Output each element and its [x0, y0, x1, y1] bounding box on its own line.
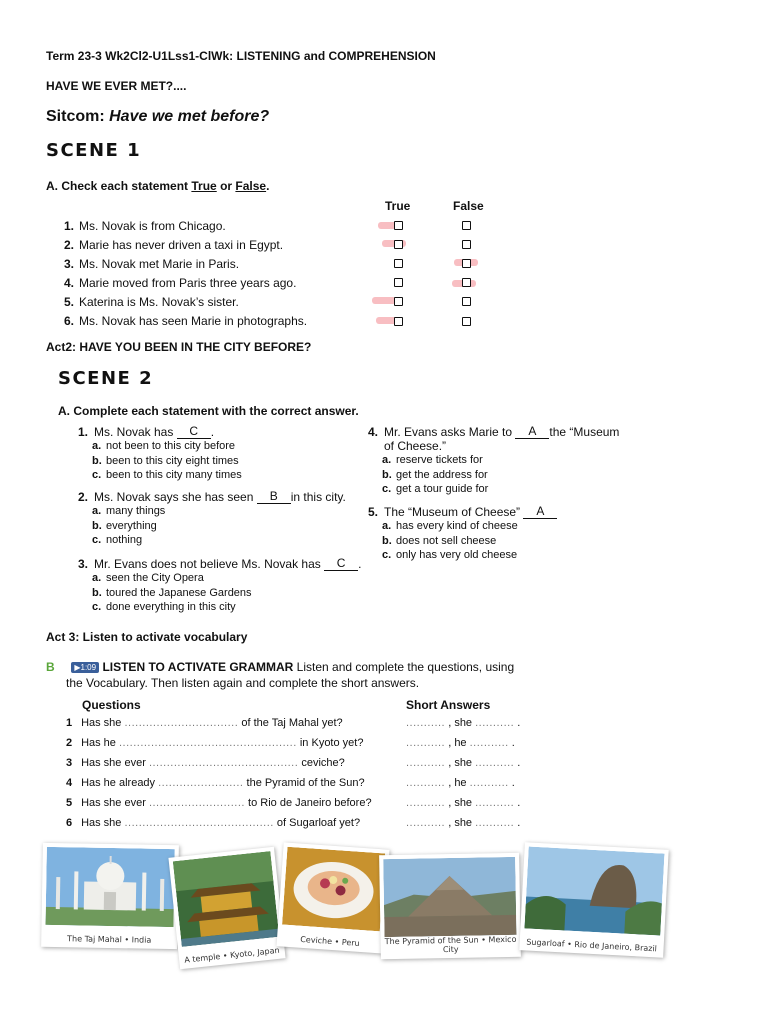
option-text: been to this city many times — [106, 469, 242, 482]
false-checkbox[interactable] — [462, 240, 471, 249]
scene2-title: SCENE 2 — [58, 368, 154, 389]
statement-number: 2. — [63, 237, 74, 252]
statement-text: Katerina is Ms. Novak’s sister. — [79, 294, 239, 309]
option-text: toured the Japanese Gardens — [106, 586, 252, 599]
scene2-instruction: A. Complete each statement with the correct answer. — [58, 404, 359, 418]
comma: , — [448, 777, 452, 789]
question-text: The “Museum of Cheese” — [384, 505, 521, 519]
short-answers-header: Short Answers — [406, 698, 491, 712]
answer-blank[interactable]: B — [257, 490, 291, 504]
question-end: the Pyramid of the Sun? — [246, 777, 365, 789]
option-c — [72, 600, 382, 615]
question-number: 5. — [367, 505, 378, 519]
true-checkbox[interactable] — [394, 221, 403, 230]
row-number: 1 — [66, 717, 73, 729]
question-end: ceviche? — [301, 757, 345, 769]
option-c — [72, 468, 372, 483]
option-letter: a. — [92, 505, 102, 518]
sitcom-prefix: Sitcom: — [46, 108, 105, 125]
photo-caption: Ceviche • Peru — [299, 934, 360, 948]
instruction-false: False — [235, 179, 267, 193]
option-letter: c. — [92, 469, 102, 482]
option-text: reserve tickets for — [396, 454, 483, 467]
statement-number: 5. — [63, 294, 74, 309]
pronoun: she — [454, 797, 473, 809]
instruction-end: . — [266, 179, 270, 193]
statement-row — [58, 273, 358, 292]
option-a — [362, 453, 662, 468]
scene1-instruction — [46, 179, 269, 193]
true-checkbox[interactable] — [394, 297, 403, 306]
statement-list — [58, 216, 358, 330]
option-text: nothing — [106, 534, 143, 547]
statement-text: Ms. Novak has seen Marie in photographs. — [79, 313, 308, 328]
scene1-title: SCENE 1 — [46, 140, 142, 161]
true-checkbox[interactable] — [394, 317, 403, 326]
statement-text: Ms. Novak is from Chicago. — [79, 218, 226, 233]
question-number: 1. — [77, 425, 88, 439]
statement-text: Ms. Novak met Marie in Paris. — [79, 256, 240, 271]
grammar-question-row — [66, 793, 396, 813]
statement-number: 6. — [63, 313, 74, 328]
option-letter: c. — [92, 534, 102, 547]
short-answer-row: ........... , she ........... . — [406, 717, 521, 729]
option-c — [362, 548, 662, 563]
option-text: everything — [106, 519, 157, 532]
false-checkbox[interactable] — [462, 259, 471, 268]
question-number: 4. — [367, 425, 378, 439]
option-b — [362, 534, 662, 549]
short-answer-blank[interactable]: ........... — [406, 717, 446, 729]
photo-caption: A temple • Kyoto, Japan — [183, 945, 280, 965]
fill-blank[interactable]: ........................ — [158, 777, 244, 789]
short-answer-row: ........... , she ........... . — [406, 817, 521, 829]
option-letter: c. — [92, 601, 102, 614]
fill-blank[interactable]: ........................... — [148, 797, 245, 809]
sitcom-title — [46, 108, 269, 126]
option-b — [362, 468, 662, 483]
statement-number: 1. — [63, 218, 74, 233]
row-number: 3 — [66, 757, 73, 769]
option-text: seen the City Opera — [106, 572, 204, 585]
short-answer-row: ........... , he ........... . — [406, 777, 515, 789]
option-letter: b. — [382, 468, 392, 481]
statement-number: 4. — [63, 275, 74, 290]
sitcom-name: Have we met before? — [109, 108, 270, 125]
grammar-intro — [46, 660, 626, 674]
question-end: in Kyoto yet? — [299, 737, 364, 749]
short-answer-blank[interactable]: ........... — [475, 757, 515, 769]
answer-blank[interactable]: A — [523, 505, 557, 519]
column-true-header: True — [385, 199, 411, 213]
short-answer-blank[interactable]: ........... — [406, 777, 446, 789]
option-text: get a tour guide for — [396, 483, 489, 496]
comma: , — [448, 717, 452, 729]
option-letter: b. — [92, 454, 102, 467]
grammar-question-row — [66, 733, 396, 753]
photo-caption: The Taj Mahal • India — [67, 934, 152, 945]
grammar-question-row — [66, 813, 396, 833]
question-number: 3. — [77, 557, 88, 571]
true-checkbox[interactable] — [394, 259, 403, 268]
option-letter: c. — [382, 483, 392, 496]
photo-kyoto-temple — [168, 847, 285, 969]
option-b — [72, 454, 372, 469]
answer-blank[interactable]: C — [177, 425, 211, 439]
sugarloaf-image — [524, 847, 664, 936]
audio-track-badge[interactable]: ▶1:09 — [71, 662, 99, 673]
short-answer-blank[interactable]: ........... — [475, 817, 515, 829]
short-answer-blank[interactable]: ........... — [475, 797, 515, 809]
option-b — [72, 519, 382, 534]
question-start: Has he already — [81, 777, 156, 789]
document-title: Term 23-3 Wk2Cl2-U1Lss1-ClWk: LISTENING and COMPREHENSION — [46, 49, 436, 63]
option-text: done everything in this city — [106, 601, 236, 614]
option-letter: a. — [382, 454, 392, 467]
short-answer-row: ........... , she ........... . — [406, 797, 521, 809]
statement-row — [58, 235, 358, 254]
option-letter: c. — [382, 549, 392, 562]
question-4 — [362, 425, 662, 497]
grammar-question-list — [66, 713, 396, 833]
short-answer-row: ........... , he ........... . — [406, 737, 515, 749]
option-a — [362, 519, 662, 534]
comma: , — [448, 817, 452, 829]
instruction-or: or — [216, 179, 236, 193]
grammar-question-row — [66, 773, 396, 793]
option-text: only has very old cheese — [396, 549, 518, 562]
comma: , — [448, 757, 452, 769]
true-checkbox[interactable] — [394, 240, 403, 249]
statement-row — [58, 292, 358, 311]
section-letter: B — [46, 660, 55, 674]
false-checkbox[interactable] — [462, 221, 471, 230]
true-checkbox[interactable] — [394, 278, 403, 287]
false-checkbox[interactable] — [462, 317, 471, 326]
question-start: Has she — [81, 717, 122, 729]
option-letter: a. — [382, 520, 392, 533]
false-checkbox[interactable] — [462, 278, 471, 287]
option-text: does not sell cheese — [396, 534, 497, 547]
question-1 — [72, 425, 372, 483]
option-text: not been to this city before — [106, 440, 236, 453]
statement-text: Marie moved from Paris three years ago. — [79, 275, 297, 290]
question-number: 2. — [77, 490, 88, 504]
option-a — [72, 504, 382, 519]
act3-title: Act 3: Listen to activate vocabulary — [46, 630, 248, 644]
grammar-instruction-2: the Vocabulary. Then listen again and complete the short answers. — [66, 676, 420, 690]
photo-caption: The Pyramid of the Sun • Mexico City — [384, 934, 517, 955]
taj-mahal-image — [45, 847, 174, 927]
option-text: get the address for — [396, 468, 488, 481]
short-answer-blank[interactable]: ........... — [469, 737, 509, 749]
question-end: of Sugarloaf yet? — [276, 817, 361, 829]
row-number: 5 — [66, 797, 73, 809]
question-text: Mr. Evans does not believe Ms. Novak has — [94, 557, 321, 571]
option-letter: b. — [92, 586, 102, 599]
option-c — [362, 482, 662, 497]
short-answer-blank[interactable]: ........... — [406, 737, 446, 749]
short-answer-blank[interactable]: ........... — [406, 757, 446, 769]
fill-blank[interactable]: .................................................. — [118, 737, 297, 749]
statement-row — [58, 216, 358, 235]
pyramid-image — [383, 857, 516, 937]
short-answer-blank[interactable]: ........... — [406, 797, 446, 809]
question-start: Has she — [81, 817, 122, 829]
row-number: 6 — [66, 817, 73, 829]
option-text: many things — [106, 505, 166, 518]
grammar-instruction-1: Listen and complete the questions, using — [296, 660, 515, 674]
instruction-true: True — [191, 179, 217, 193]
pronoun: she — [454, 817, 473, 829]
photo-ceviche — [277, 842, 390, 953]
column-false-header: False — [453, 199, 484, 213]
question-end: in this city. — [290, 490, 346, 504]
photo-sugarloaf — [519, 842, 668, 957]
false-checkbox[interactable] — [462, 297, 471, 306]
pronoun: she — [454, 717, 473, 729]
question-text: Ms. Novak says she has seen — [94, 490, 254, 504]
option-b — [72, 586, 382, 601]
short-answer-blank[interactable]: ........... — [469, 777, 509, 789]
option-letter: b. — [382, 534, 392, 547]
question-text: Mr. Evans asks Marie to — [384, 425, 513, 439]
fill-blank[interactable]: .......................................... — [124, 817, 274, 829]
question-end: of the Taj Mahal yet? — [241, 717, 343, 729]
question-end: . — [210, 425, 215, 439]
statement-text: Marie has never driven a taxi in Egypt. — [79, 237, 284, 252]
short-answer-row: ........... , she ........... . — [406, 757, 521, 769]
question-start: Has she ever — [81, 757, 146, 769]
ceviche-image — [282, 847, 385, 932]
comma: , — [448, 797, 452, 809]
question-end: . — [358, 557, 362, 571]
photo-caption: Sugarloaf • Rio de Janeiro, Brazil — [526, 937, 658, 954]
questions-header: Questions — [82, 698, 141, 712]
answer-blank[interactable]: C — [324, 557, 358, 571]
row-number: 2 — [66, 737, 73, 749]
lesson-title: HAVE WE EVER MET?.... — [46, 79, 187, 93]
option-c — [72, 533, 382, 548]
grammar-question-row — [66, 713, 396, 733]
statement-row — [58, 311, 358, 330]
photo-taj-mahal — [41, 843, 179, 949]
question-end: to Rio de Janeiro before? — [248, 797, 372, 809]
answer-blank[interactable]: A — [515, 425, 549, 439]
statement-row — [58, 254, 358, 273]
option-letter: a. — [92, 572, 102, 585]
comma: , — [448, 737, 452, 749]
option-text: has every kind of cheese — [396, 520, 518, 533]
grammar-question-row — [66, 753, 396, 773]
answer-highlight — [372, 297, 396, 304]
statement-number: 3. — [63, 256, 74, 271]
option-a — [72, 571, 382, 586]
short-answer-blank[interactable]: ........... — [406, 817, 446, 829]
act2-title: Act2: HAVE YOU BEEN IN THE CITY BEFORE? — [46, 340, 312, 354]
question-5 — [362, 505, 662, 563]
grammar-heading: LISTEN TO ACTIVATE GRAMMAR — [102, 660, 294, 674]
instruction-text: A. Check each statement — [46, 179, 192, 193]
question-text-line2: of Cheese.” — [384, 439, 447, 453]
short-answer-list — [406, 713, 566, 833]
pronoun: she — [454, 757, 473, 769]
row-number: 4 — [66, 777, 73, 789]
question-start: Has she ever — [81, 797, 146, 809]
question-text: Ms. Novak has — [94, 425, 174, 439]
short-answer-blank[interactable]: ........... — [475, 717, 515, 729]
option-a — [72, 439, 372, 454]
fill-blank[interactable]: ................................ — [124, 717, 239, 729]
kyoto-temple-image — [173, 851, 279, 947]
photo-pyramid — [379, 853, 521, 959]
option-text: been to this city eight times — [106, 454, 239, 467]
option-letter: a. — [92, 440, 102, 453]
option-letter: b. — [92, 519, 102, 532]
question-end: the “Museum — [549, 425, 620, 439]
question-2 — [72, 490, 382, 548]
question-start: Has he — [81, 737, 116, 749]
pronoun: he — [454, 777, 467, 789]
pronoun: he — [454, 737, 467, 749]
fill-blank[interactable]: .......................................... — [148, 757, 299, 769]
question-3 — [72, 557, 382, 615]
